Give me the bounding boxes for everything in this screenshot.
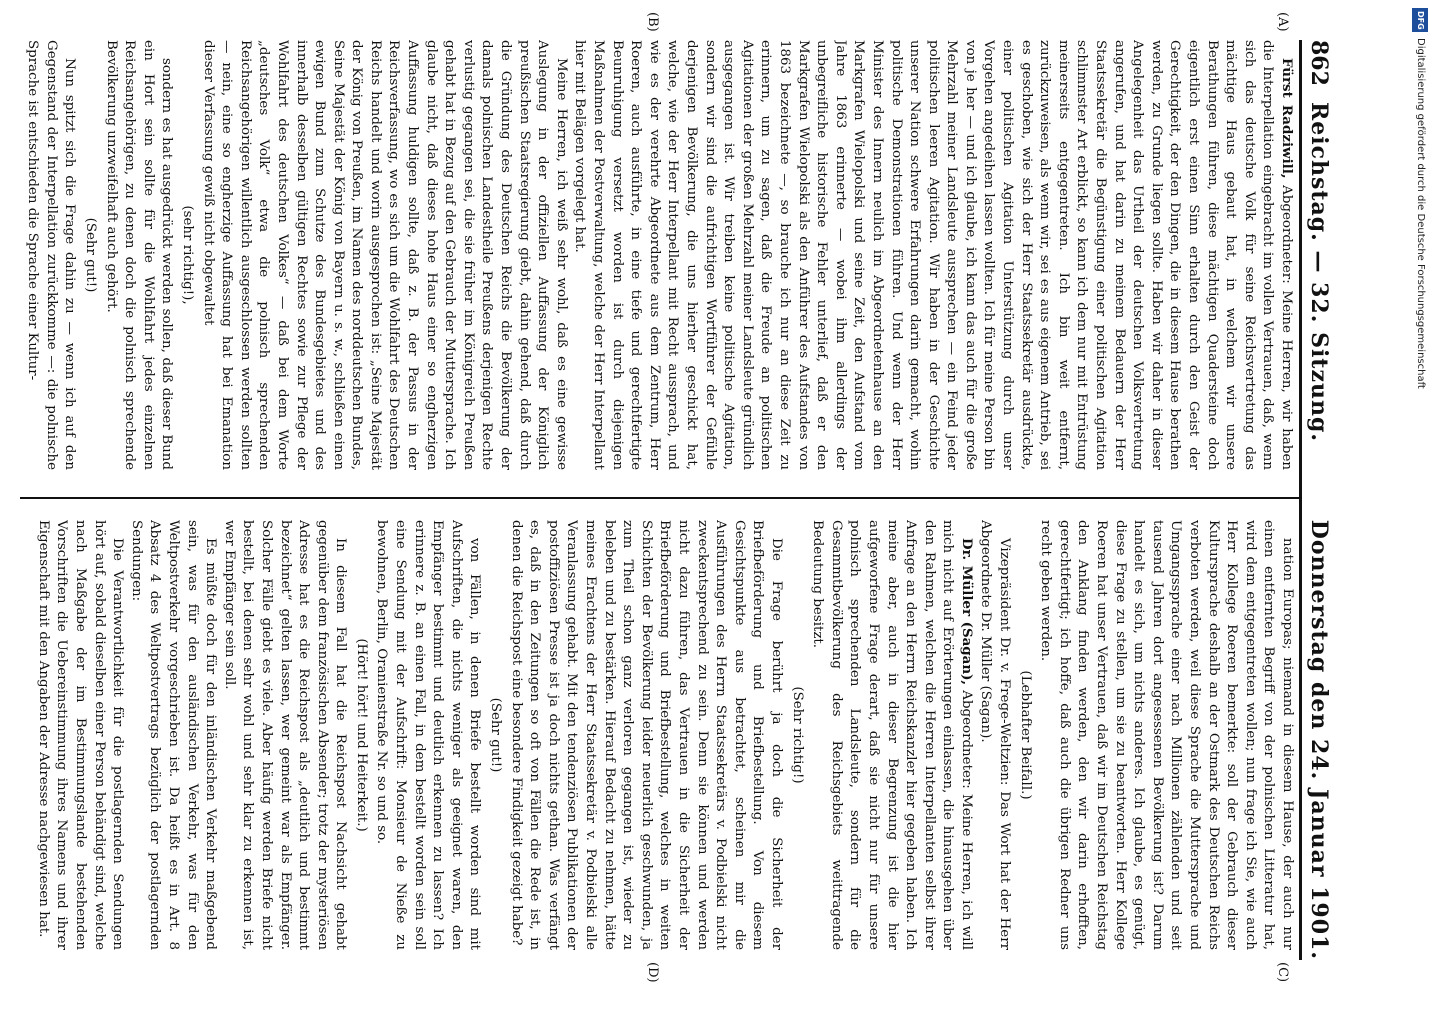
- paragraph-text: Es müßte doch für den inländischen Verkehr maßgebend sein, was für den ausländischen Verkehr, was für den Weltpostverkehr vorgeschrieben ist. Da heißt es in Art. 8 Absatz 4 des Weltpostvertrags bezüglich der postlagernden Sendungen:: [128, 520, 219, 950]
- interjection: [485, 520, 504, 950]
- paragraph-text: Abgeordneter: Meine Herren, wir haben die Interpellation eingebracht im vollen Vertrauen, daß, wenn sich das deutsche Volk für seine Reichsvertretung das mächtige Haus gebaut hat, in welchem wir unsere Berathungen führen, diese mächtigen Quadersteine doch eigentlich erst einen Sinn erhalten durch den Geist der Gerechtigkeit, der den Dingen, die in diesem Hause berathen werden, zu Grunde liegen sollte. Haben wir daher in dieser Angelegenheit das Urtheil der deutschen Volksvertretung angerufen, und hat darin zu meinem Bedauern der Herr Staatssekretär die Begünstigung einer politischen Agitation schlimmster Art erblickt, so kann ich dem nur mit Entrüstung meinerseits entgegentreten. Ich bin weit entfernt, zurückzuweisen, als wenn wir, sei es aus eigenem Antrieb, sei es geschoben, wie sich der Herr Staatssekretär ausdrückte, einer politischen Agitation Unterstützung durch unser Vorgehen angedeihen lassen wollten. Ich für meine Person bin von je her — und ich glaube, ich kann das auch für die große Mehrzahl meiner Landsleute aussprechen — ein Feind jeder politischen leeren Agitation. Wir haben in der Geschichte unserer Nation schwere Erfahrungen darin gemacht, wohin politische Demonstrationen führen. Und wenn der Herr Minister des Innern neulich im Abgeordnetenhause an den Markgrafen Wielopolski und seine Zeit, den Aufstand vom Jahre 1863 erinnerte — wobei ihm allerdings der unbegreifliche historische Fehler unterlief, daß er den Markgrafen Wielopolski als den Anführer des Aufstandes von 1863 bezeichnete —, so brauche ich nur an diese Zeit zu erinnern, um zu sagen, daß die Freude an politischen Agitationen der großen Mehrzahl meiner Landsleute gründlich ausgegangen ist. Wir treiben keine politische Agitation, sondern wir sind die aufrichtigen Wortführer der Gefühle derjenigen Bevölkerung, die uns hierher geschickt hat, welche, wie der Herr Interpellant mit Recht aussprach, und wie es der verehrte Abgeordnete aus dem Zentrum, Herr Roeren, auch ausführte, in eine tiefe und gerechtfertigte Beunruhigung versetzt worden ist durch diejenigen Maßnahmen der Postverwaltung, welche der Herr Interpellant hier mit Belägen vorgelegt hat.: [572, 40, 1294, 470]
- paragraph-text: nation Europas; niemand in diesem Hause, der auch nur einen entfernten Begriff von der polnischen Litteratur hat, wird dem entgegentreten wollen; nun frage ich Sie, wie auch Herr Kollege Roeren bemerkte: soll der Gebrauch dieser Kultursprache deshalb an der Ostmark des Deutschen Reichs verboten werden, weil diese Sprache die Muttersprache und Umgangssprache einer nach Millionen zählenden und seit tausend Jahren dort angesessenen Bevölkerung ist? Darum handelt es sich, um nichts anderes. Ich glaube, es genügt, diese Frage zu stellen, um sie zu beantworten. Herr Kollege Roeren hat unser Vertrauen, daß wir im Deutschen Reichstag den Anklang finden werden, den wir darin erhofften, gerechtfertigt; ich hoffe, daß auch die übrigen Redner uns recht geben werden.: [1038, 520, 1295, 950]
- paragraph-text: (Sehr gut!): [83, 217, 98, 293]
- paragraph: [33, 520, 126, 950]
- interjection: [177, 40, 196, 470]
- page-header: [1299, 40, 1350, 960]
- page-number: 862: [1306, 40, 1332, 86]
- margin-marker-c: (C): [1275, 962, 1290, 983]
- paragraph-text: (Sehr gut!): [488, 697, 504, 773]
- interjection: [351, 520, 370, 950]
- paragraph-text: Die Frage berührt ja doch die Sicherheit der Briefbeförderung und Briefbestellung. Von diesem Gesichtspunkte aus betrachtet, scheinen mir die Ausführungen des Herrn Staatssekretärs v. Podbielski nicht zweckentsprechend zu sein. Denn sie können und werden nicht dazu führen, das Vertrauen in die Sicherheit der Briefbeförderung und Briefbestellung, welches in weiten Schichten der Bevölkerung leider neuerlich geschwunden, ja zum Theil schon ganz verloren gegangen ist, wieder zu beleben und zu bestärken. Hierauf Bedacht zu nehmen, hätte meines Erachtens der Herr Staatssekretär v. Podbielski alle Veranlassung gehabt. Mit den tendenziösen Publikationen der postoffiziösen Presse ist ja doch nichts gethan. Was verfängt es, daß in den Zeitungen so oft von Fällen die Rede ist, in denen die Reichspost eine besondere Findigkeit gezeigt habe?: [508, 520, 784, 950]
- interjection: [1015, 520, 1034, 950]
- interjection: [787, 520, 806, 950]
- paragraph: [1036, 520, 1296, 950]
- paragraph-text: In diesem Fall hat die Reichspost Nachsicht gehabt gegenüber dem französischen Absender; trotz der mysteriösen Adresse hat es die Reichspost als „deutlich und bestimmt bezeichnet“ gelten lassen, wer gemeint war als Empfänger. Solcher Fälle giebt es viele. Aber häufig werden Briefe nicht bestellt, bei denen sehr wohl und sehr klar zu erkennen ist, wer Empfänger sein soll.: [221, 520, 349, 950]
- paragraph-text: Nun spitzt sich die Frage dahin zu — wenn ich auf den Gegenstand der Interpellation zurückkomme —: die polnische Sprache ist entschieden die Sprache einer Kultur-: [25, 40, 78, 470]
- paragraph: [976, 520, 1013, 950]
- paragraph-text: von Fällen, in denen Briefe bestellt worden sind mit Aufschriften, die nichts weniger als geeignet waren, den Empfänger bestimmt und deutlich erkennen zu lassen? Ich erinnere z. B. an einen Fall, in dem bestellt worden sein soll eine Sendung mit der Aufschrift: Monsieur de Nieße zu bewohnen, Berlin, Oranienstraße Nr. so und so.: [374, 520, 483, 950]
- left-column: [16, 40, 1296, 470]
- paragraph: [101, 40, 175, 470]
- paragraph-text: Die Verantwortlichkeit für die postlagernden Sendungen hört auf, sobald dieselben einer Person behändigt sind, welche nach Maßgabe der im Bestimmungslande bestehenden Vorschriften die Uebereinstimmung ihres Namens und ihrer Eigenschaft mit den Angaben der Adresse nachgewiesen hat.: [35, 520, 126, 950]
- speaker-name: Dr. Müller (Sagan),: [958, 538, 975, 686]
- paragraph-text: (Sehr richtig!): [789, 686, 805, 784]
- paragraph-text: Abgeordneter: Meine Herren, ich will mich nicht auf Erörterungen einlassen, die hinausgehen über den Rahmen, welchen die Herren Interpellanten selbst ihrer Anfrage an den Herrn Reichskanzler hier gegeben haben. Ich meine aber, auch in dieser Begrenzung ist die hier aufgeworfene Frage derart, daß sie nicht nur für unsere polnisch sprechenden Landsleute, sondern für die Gesammtbevölkerung des Reichsgebiets weittragende Bedeutung besitzt.: [810, 520, 974, 950]
- margin-marker-a: (A): [1275, 12, 1290, 32]
- paragraph-text: (Hört! hört! und Heiterkeit.): [353, 638, 369, 832]
- paragraph-text: sondern es hat ausgedrückt werden sollen, daß dieser Bund ein Hort sein sollte für die Wohlfahrt jedes einzelnen Reichsangehörigen, zu denen doch die polnisch sprechende Bevölkerung unzweifelhaft auch gehört.: [103, 40, 175, 470]
- digitization-credit: [1412, 8, 1428, 988]
- paragraph: [219, 520, 349, 950]
- right-column: [16, 520, 1296, 950]
- paragraph-text: Vizepräsident Dr. v. Frege-Weltzien: Das Wort hat der Herr Abgeordnete Dr. Müller (Sagan).: [978, 520, 1013, 950]
- paragraph-text: (sehr richtig!),: [179, 205, 195, 305]
- speaker-name: Fürst Radziwill,: [1279, 58, 1295, 179]
- paragraph: [808, 520, 976, 950]
- paragraph-text: Meine Herren, ich weiß sehr wohl, daß es eine gewisse Auslegung in der offiziellen Auffassung der Königlich preußischen Staatsregierung giebt, dahin gehend, daß durch die Gründung des Deutschen Reichs die Bevölkerung der damals polnischen Landestheile Preußens derjenigen Rechte verlustig gegangen sei, die sie früher im Königreich Preußen gehabt hat in Bezug auf den Gebrauch der Muttersprache. Ich glaube nicht, daß dieses hohe Haus einer so engherzigen Auffassung huldigen sollte, daß z. B. der Passus in der Reichsverfassung, wo es sich um die Wohlfahrt des Deutschen Reichs handelt und worin ausgesprochen ist: „Seine Majestät der König von Preußen, im Namen des norddeutschen Bundes, Seine Majestät der König von Bayern u. s. w., schließen einen ewigen Bund zum Schutze des Bundesgebietes und des innerhalb desselben gültigen Rechtes sowie zur Pflege der Wohlfahrt des deutschen Volkes“ — daß bei dem Worte „deutsches Volk“ etwa die polnisch sprechenden Reichsangehörigen willentlich ausgeschlossen werden sollten — nein, eine so engherzige Auffassung hat bei Emanation dieser Verfassung gewiß nicht obgewaltet: [200, 40, 569, 470]
- paragraph: [126, 520, 219, 950]
- paragraph: [372, 520, 484, 950]
- margin-marker-d: (D): [645, 962, 660, 983]
- session-date: Donnerstag den 24. Januar 1901.: [1306, 519, 1332, 960]
- paragraph: [570, 40, 1296, 470]
- paragraph: [198, 40, 570, 470]
- paragraph: [23, 40, 79, 470]
- interjection: [80, 40, 99, 470]
- credit-text: Digitalisierung gefördert durch die Deutsche Forschungsgemeinschaft: [1415, 38, 1426, 389]
- paragraph-text: (Lebhafter Beifall.): [1017, 670, 1033, 800]
- column-divider: [20, 497, 1300, 499]
- margin-marker-b: (B): [645, 12, 660, 32]
- dfg-logo: DFG: [1412, 8, 1428, 32]
- session-title: Reichstag. — 32. Sitzung.: [1306, 101, 1332, 442]
- paragraph: [506, 520, 785, 950]
